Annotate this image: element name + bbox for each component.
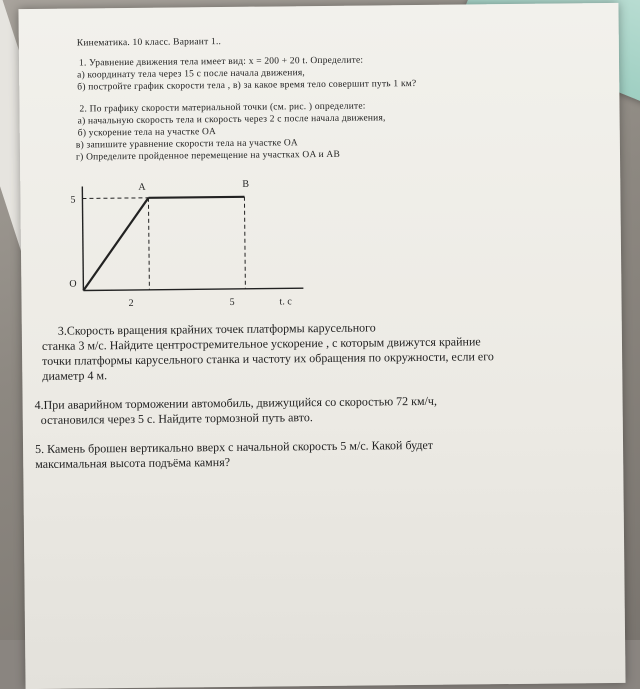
problem-1-line-2: а) координату тела через 15 с после начала движения, bbox=[77, 68, 306, 81]
segment-oa bbox=[82, 198, 149, 291]
point-b-label: B bbox=[242, 178, 250, 190]
dashed-drop-b bbox=[244, 197, 245, 289]
problem-4-line-2: остановился через 5 с. Найдите тормозной путь авто. bbox=[40, 410, 313, 427]
x-axis-label: t. c bbox=[279, 296, 292, 308]
problem-3-line-3: точки платформы карусельного станка и частоту их обращения по окружности, если его bbox=[42, 349, 494, 368]
problem-5-line-1: 5. Камень брошен вертикально вверх с начальной скорость 5 м/с. Какой будет bbox=[34, 437, 434, 457]
dashed-level-5 bbox=[82, 198, 148, 199]
origin-label: O bbox=[69, 278, 77, 290]
x-tick-2: 2 bbox=[128, 297, 134, 310]
problem-3-line-2: станка 3 м/с. Найдите центростремительное ускорение , с которым движутся крайние bbox=[41, 334, 481, 353]
y-tick-5: 5 bbox=[70, 194, 76, 206]
problem-2-line-4: в) запишите уравнение скорости тела на участке OA bbox=[75, 138, 299, 151]
problem-2-line-5: г) Определите пройденное перемещение на участках OA и AB bbox=[75, 149, 341, 163]
problem-3-line-4: диаметр 4 м. bbox=[42, 368, 108, 383]
segment-ab bbox=[148, 197, 244, 198]
problem-1-line-3: б) постройте график скорости тела , в) за какое время тело совершит путь 1 км? bbox=[77, 78, 417, 93]
point-a-label: A bbox=[138, 181, 146, 193]
worksheet-header: Кинематика. 10 класс. Вариант 1.. bbox=[76, 37, 222, 49]
worksheet-page bbox=[18, 3, 625, 689]
problem-2-line-2: а) начальную скорость тела и скорость через 2 с после начала движения, bbox=[77, 113, 386, 127]
problem-2-line-3: б) ускорение тела на участке OA bbox=[77, 127, 217, 139]
velocity-graph bbox=[18, 3, 621, 339]
dashed-drop-a bbox=[148, 198, 149, 290]
problem-3-line-1: 3.Скорость вращения крайних точек платформы карусельного bbox=[57, 320, 376, 338]
problem-2-line-1: 2. По графику скорости материальной точки (см. рис. ) определите: bbox=[79, 101, 366, 115]
problem-5-line-2: максимальная высота подъёма камня? bbox=[35, 454, 231, 472]
x-tick-5: 5 bbox=[229, 296, 235, 308]
problem-4-line-1: 4.При аварийном торможении автомобиль, движущийся со скоростью 72 км/ч, bbox=[34, 393, 437, 413]
y-axis bbox=[82, 187, 83, 291]
x-axis bbox=[83, 288, 303, 290]
problem-1-line-1: 1. Уравнение движения тела имеет вид: x = 200 + 20 t. Определите: bbox=[78, 55, 364, 69]
